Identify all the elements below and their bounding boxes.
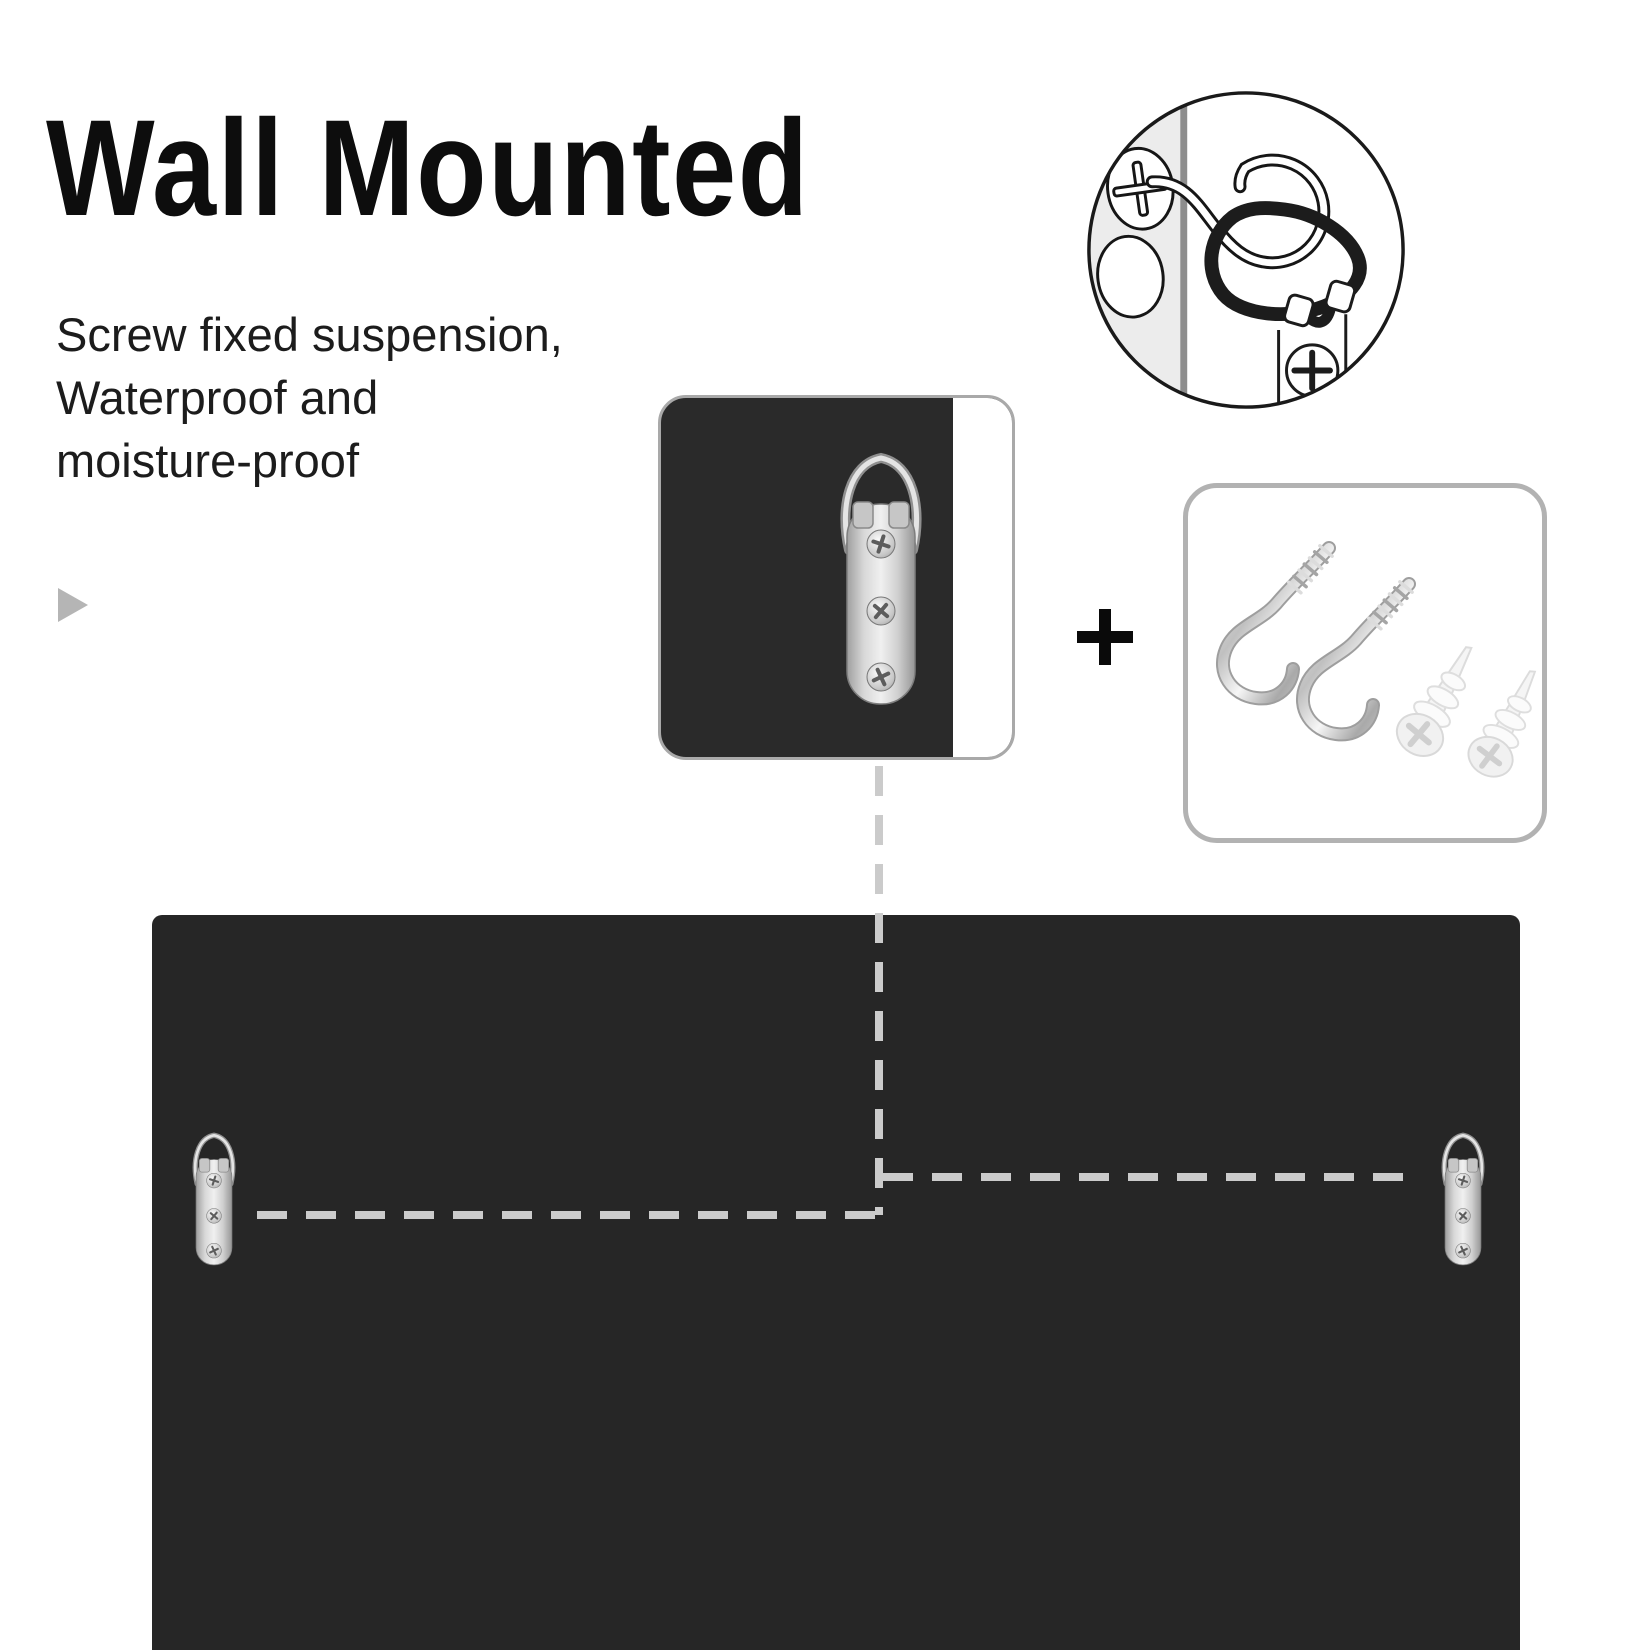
- hardware-kit-box: [1183, 483, 1547, 843]
- subtitle-line: moisture-proof: [56, 434, 359, 487]
- plus-icon: [1077, 609, 1133, 665]
- hardware-kit-contents: [1188, 488, 1542, 838]
- d-ring-hanger-left: [185, 1130, 243, 1267]
- panel-edge-white: [953, 398, 1012, 757]
- play-triangle-icon: [58, 588, 88, 622]
- drywall-anchor: [1462, 661, 1542, 784]
- hanger-closeup-card: [658, 395, 1015, 760]
- screw-in-ceiling-hook: [1303, 582, 1412, 735]
- wall-hook-hanging-illustration: [1083, 87, 1409, 413]
- product-panel-back: [152, 915, 1520, 1650]
- page-title: Wall Mounted: [46, 92, 810, 245]
- hanging-panel-edge: [1279, 314, 1346, 413]
- subtitle-line: Waterproof and: [56, 371, 379, 424]
- d-ring-hanger-right: [1434, 1130, 1492, 1267]
- page-subtitle: [56, 303, 563, 492]
- panel-screw-icon: [1287, 345, 1338, 396]
- subtitle-line: Screw fixed suspension,: [56, 308, 563, 361]
- d-ring-hanger-large: [826, 448, 936, 708]
